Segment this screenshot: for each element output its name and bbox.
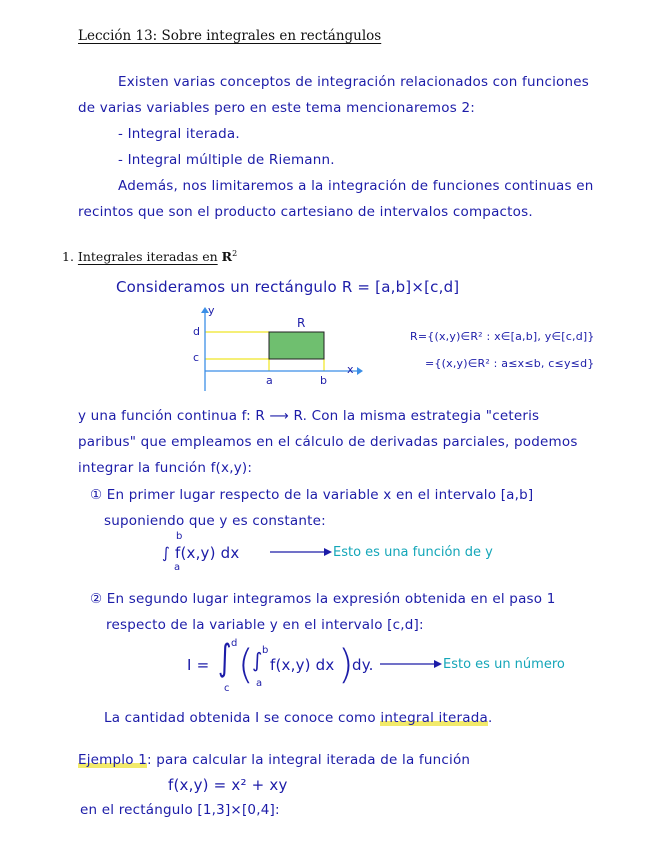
axis-x-label: x <box>347 363 354 376</box>
step1-line-2: suponiendo que y es constante: <box>104 513 326 529</box>
example-line: Ejemplo 1: para calcular la integral iterada de la función <box>78 752 471 768</box>
page-title: Lección 13: Sobre integrales en rectángulos <box>78 28 382 44</box>
axis-y-label: y <box>208 304 215 317</box>
set-def-line-2: ={(x,y)∈R² : a≤x≤b, c≤y≤d} <box>425 357 595 370</box>
outer-integral-sign: ∫ <box>218 638 232 680</box>
step2-note: Esto es un número <box>443 657 565 672</box>
rectangle-intro: Consideramos un rectángulo R = [a,b]×[c,d] <box>116 278 460 296</box>
intro-line-2: de varias variables pero en este tema mencionaremos 2: <box>78 100 475 116</box>
step2-line-2: respecto de la variable y en el intervalo [c,d]: <box>106 617 424 633</box>
step2-lhs: I = <box>187 656 210 674</box>
intro-item-1: - Integral iterada. <box>118 126 240 142</box>
open-paren: ( <box>238 642 254 688</box>
body-line-1: y una función continua f: R ⟶ R. Con la misma estrategia "ceteris <box>78 408 540 424</box>
step2-arrow-icon <box>380 658 442 670</box>
label-c: c <box>193 351 200 364</box>
example-last-line: en el rectángulo [1,3]×[0,4]: <box>80 802 280 818</box>
example-function: f(x,y) = x² + xy <box>168 776 288 794</box>
set-def-line-1: R={(x,y)∈R² : x∈[a,b], y∈[c,d]} <box>410 330 595 343</box>
intro-line-1: Existen varias conceptos de integración relacionados con funciones <box>118 74 589 90</box>
inner-integral-sign: ∫ <box>252 648 263 672</box>
step2-dy: dy. <box>352 656 374 674</box>
intro-item-2: - Integral múltiple de Riemann. <box>118 152 335 168</box>
intro-line-4: recintos que son el producto cartesiano de intervalos compactos. <box>78 204 533 220</box>
body-line-2: paribus" que empleamos en el cálculo de derivadas parciales, podemos <box>78 434 578 450</box>
step2-outer-upper: d <box>231 638 238 649</box>
step1-line-1: ① En primer lugar respecto de la variable x en el intervalo [a,b] <box>90 487 534 503</box>
label-d: d <box>193 325 201 338</box>
step2-line-1: ② En segundo lugar integramos la expresión obtenida en el paso 1 <box>90 591 556 607</box>
step2-outer-lower: c <box>224 683 230 694</box>
step1-formula: ∫ f(x,y) dx <box>162 544 240 562</box>
body-line-3: integrar la función f(x,y): <box>78 460 253 476</box>
term-integral-iterada: integral iterada <box>380 710 488 726</box>
step1-arrow-icon <box>270 546 332 558</box>
rectangle-R <box>269 332 324 359</box>
label-a: a <box>266 374 273 387</box>
step1-upper-limit: b <box>176 531 183 542</box>
section-heading: 1. Integrales iteradas en $R^2$ <box>62 249 238 265</box>
label-b: b <box>320 374 328 387</box>
step2-inner: f(x,y) dx <box>270 656 335 674</box>
conclusion: La cantidad obtenida I se conoce como integral iterada. <box>104 710 493 726</box>
rectangle-diagram <box>185 305 365 395</box>
step1-note: Esto es una función de y <box>333 545 493 560</box>
step1-lower-limit: a <box>174 562 181 573</box>
close-paren: ) <box>338 642 354 688</box>
label-R: R <box>297 316 306 330</box>
step2-inner-lower: a <box>256 678 263 689</box>
example-label: Ejemplo 1 <box>78 752 147 768</box>
step2-inner-upper: b <box>262 645 269 656</box>
intro-line-3: Además, nos limitaremos a la integración de funciones continuas en <box>118 178 594 194</box>
